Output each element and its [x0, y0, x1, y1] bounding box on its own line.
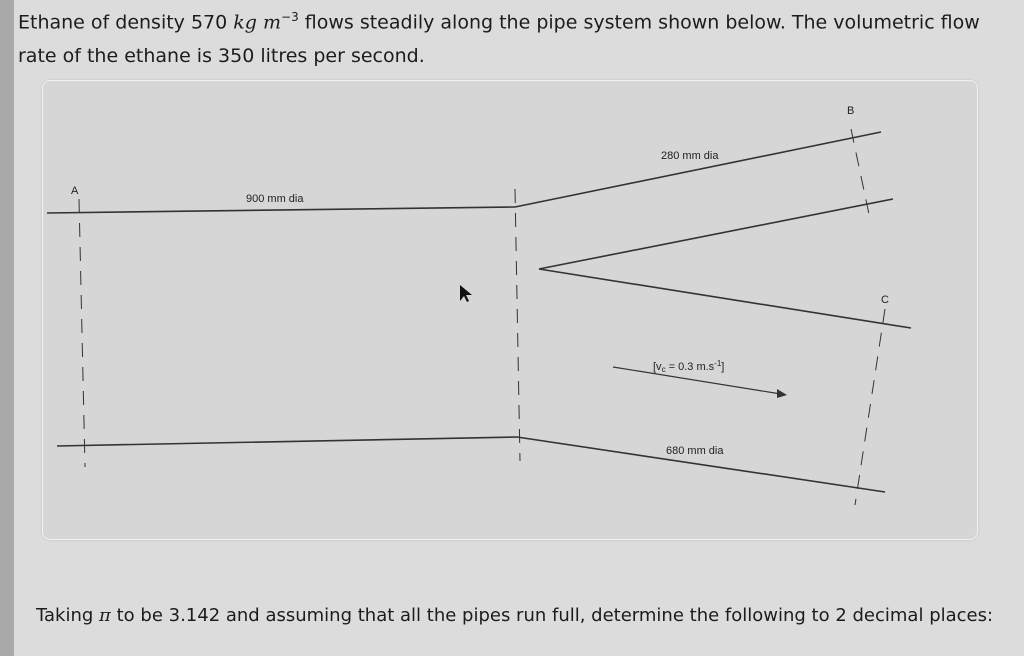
intro-text-end: flows steadily along the pipe system shown below. The volumetric flow rate of the ethane is 350 litres per second.: [18, 11, 980, 68]
main-pipe-top-wall: [47, 207, 515, 213]
question-footer: [36, 602, 996, 630]
junction-section-line: [515, 189, 520, 461]
pipe-diagram-panel: [42, 80, 978, 540]
question-intro: [18, 0, 1008, 73]
velocity-label: [653, 359, 724, 374]
label-a: A: [71, 185, 79, 197]
velocity-exponent: -1: [714, 359, 722, 368]
pi-symbol: π: [99, 605, 111, 626]
footer-text-end: to be 3.142 and assuming that all the pipes run full, determine the following to 2 decimal places:: [110, 605, 994, 626]
branch-c-diameter-label: 680 mm dia: [666, 445, 724, 457]
branch-b-diameter-label: 280 mm dia: [661, 150, 719, 162]
footer-text-start: Taking: [36, 605, 100, 626]
left-edge-strip: [0, 0, 14, 656]
label-b: B: [847, 105, 855, 117]
main-pipe-diameter-label: 900 mm dia: [246, 193, 304, 205]
flow-arrow-head: [777, 389, 787, 398]
section-a-line: [79, 199, 85, 467]
velocity-prefix: [v: [653, 361, 662, 373]
density-unit: kg m: [233, 11, 282, 34]
velocity-subscript: c: [661, 365, 666, 374]
branch-b-bottom-wall: [539, 199, 893, 269]
velocity-value: = 0.3 m.s: [665, 361, 715, 373]
branch-c-top-wall: [539, 269, 911, 328]
density-unit-exponent: −3: [281, 10, 299, 24]
velocity-suffix: ]: [721, 361, 725, 373]
label-c: C: [881, 294, 889, 306]
intro-text-start: Ethane of density 570: [18, 11, 234, 34]
section-c-line: [855, 309, 885, 505]
pipe-diagram: [43, 81, 977, 539]
main-pipe-bottom-wall: [57, 437, 517, 446]
mouse-cursor-icon: [460, 285, 472, 302]
branch-b-top-wall: [515, 132, 881, 207]
